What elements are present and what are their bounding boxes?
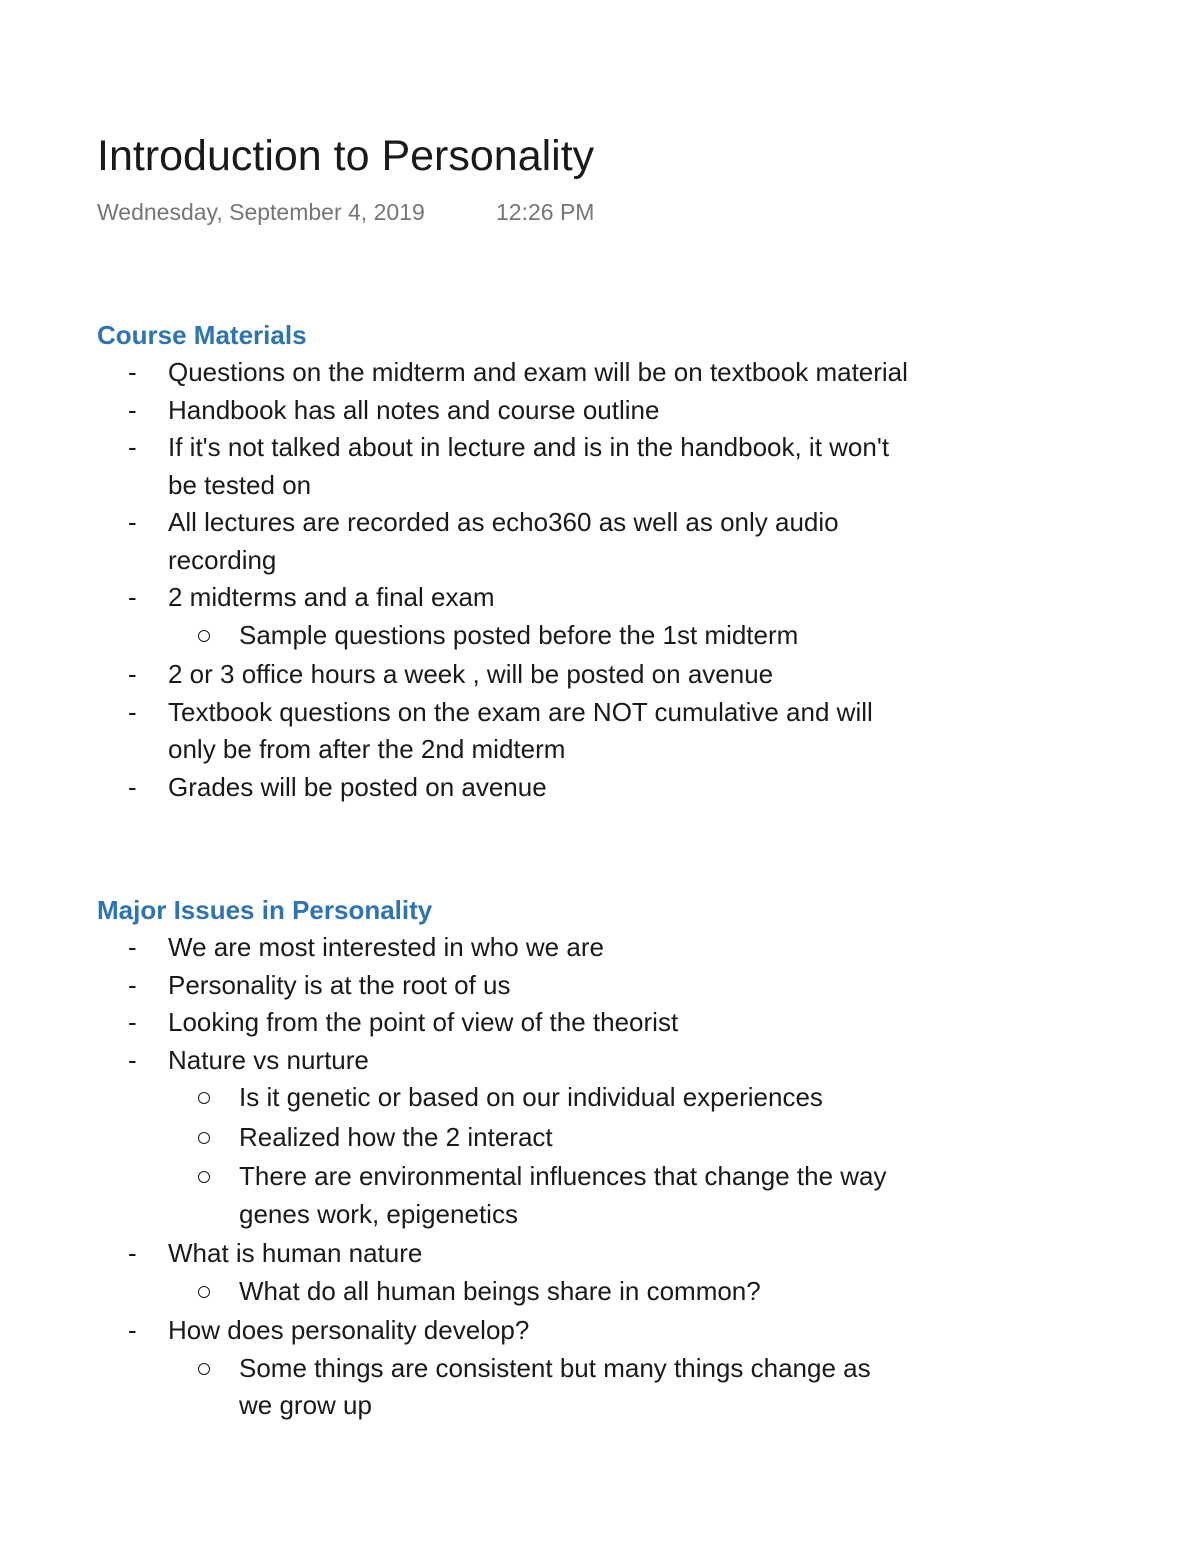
dash-bullet-icon: - xyxy=(128,659,137,689)
bullet-list xyxy=(97,354,997,806)
list-item xyxy=(97,504,908,579)
list-item xyxy=(97,579,908,617)
list-item xyxy=(97,1042,908,1080)
note-date: Wednesday, September 4, 2019 xyxy=(97,199,425,225)
list-item-text: How does personality develop? xyxy=(168,1315,530,1345)
list-item-text: Handbook has all notes and course outline xyxy=(168,394,660,425)
circle-bullet-icon xyxy=(198,1132,210,1144)
list-item-text: 2 or 3 office hours a week , will be posted on avenue xyxy=(168,659,774,689)
dash-bullet-icon: - xyxy=(128,771,137,802)
list-item-text: Personality is at the root of us xyxy=(168,969,511,1000)
list-item xyxy=(97,1004,908,1042)
sub-list-item xyxy=(168,1273,909,1311)
list-item-text: 2 midterms and a final exam xyxy=(168,582,495,612)
list-item xyxy=(97,929,908,967)
sub-list-item-text: There are environmental influences that change the way genes work, epigenetics xyxy=(239,1161,887,1229)
page-title: Introduction to Personality xyxy=(97,132,595,180)
circle-bullet-icon xyxy=(198,1092,210,1104)
bullet-list xyxy=(97,929,997,1425)
sub-list xyxy=(168,617,997,655)
list-item xyxy=(97,354,908,392)
list-item-text: Grades will be posted on avenue xyxy=(168,771,547,802)
circle-bullet-icon xyxy=(198,1286,210,1298)
section-major-issues xyxy=(97,891,997,1427)
section-heading: Major Issues in Personality xyxy=(97,895,433,925)
sub-list-item xyxy=(168,1350,909,1425)
list-item xyxy=(97,769,908,807)
dash-bullet-icon: - xyxy=(128,357,137,387)
section-course-materials xyxy=(97,316,997,806)
list-item-text: What is human nature xyxy=(168,1238,423,1268)
list-item xyxy=(97,967,908,1005)
sub-list-item-text: Some things are consistent but many things change as we grow up xyxy=(239,1352,871,1420)
sub-list-item-text: What do all human beings share in common? xyxy=(239,1275,761,1306)
sub-list xyxy=(168,1350,997,1425)
list-item-text: Textbook questions on the exam are NOT cumulative and will only be from after the 2nd midterm xyxy=(168,696,873,764)
list-item xyxy=(97,1312,908,1350)
circle-bullet-icon xyxy=(198,1363,210,1375)
sub-list xyxy=(168,1079,997,1233)
list-item xyxy=(97,694,908,769)
dash-bullet-icon: - xyxy=(128,1315,137,1345)
dash-bullet-icon: - xyxy=(128,932,137,962)
sub-list-item-text: Sample questions posted before the 1st midterm xyxy=(239,619,799,650)
dash-bullet-icon: - xyxy=(128,696,137,727)
dash-bullet-icon: - xyxy=(128,432,137,462)
list-item xyxy=(97,656,908,694)
note-time: 12:26 PM xyxy=(496,199,595,225)
list-item xyxy=(97,1235,908,1273)
sub-list-item-text: Realized how the 2 interact xyxy=(239,1121,553,1152)
sub-list-item xyxy=(168,617,909,655)
list-item-text: Questions on the midterm and exam will be on textbook material xyxy=(168,357,908,387)
circle-bullet-icon xyxy=(198,1171,210,1183)
sub-list-item xyxy=(168,1158,909,1233)
section-heading: Course Materials xyxy=(97,320,307,350)
dash-bullet-icon: - xyxy=(128,582,137,612)
dash-bullet-icon: - xyxy=(128,507,137,537)
sub-list xyxy=(168,1273,997,1311)
list-item-text: Looking from the point of view of the theorist xyxy=(168,1007,679,1037)
list-item-text: All lectures are recorded as echo360 as well as only audio recording xyxy=(168,507,839,575)
sub-list-item xyxy=(168,1079,909,1117)
list-item xyxy=(97,429,908,504)
dash-bullet-icon: - xyxy=(128,1044,137,1075)
dash-bullet-icon: - xyxy=(128,969,137,1000)
circle-bullet-icon xyxy=(198,630,210,642)
sub-list-item xyxy=(168,1119,909,1157)
dash-bullet-icon: - xyxy=(128,1238,137,1268)
list-item-text: We are most interested in who we are xyxy=(168,932,604,962)
list-item-text: Nature vs nurture xyxy=(168,1044,369,1075)
list-item xyxy=(97,392,908,430)
dash-bullet-icon: - xyxy=(128,394,137,425)
dash-bullet-icon: - xyxy=(128,1007,137,1037)
list-item-text: If it's not talked about in lecture and is in the handbook, it won't be tested on xyxy=(168,432,890,500)
sub-list-item-text: Is it genetic or based on our individual experiences xyxy=(239,1082,823,1112)
